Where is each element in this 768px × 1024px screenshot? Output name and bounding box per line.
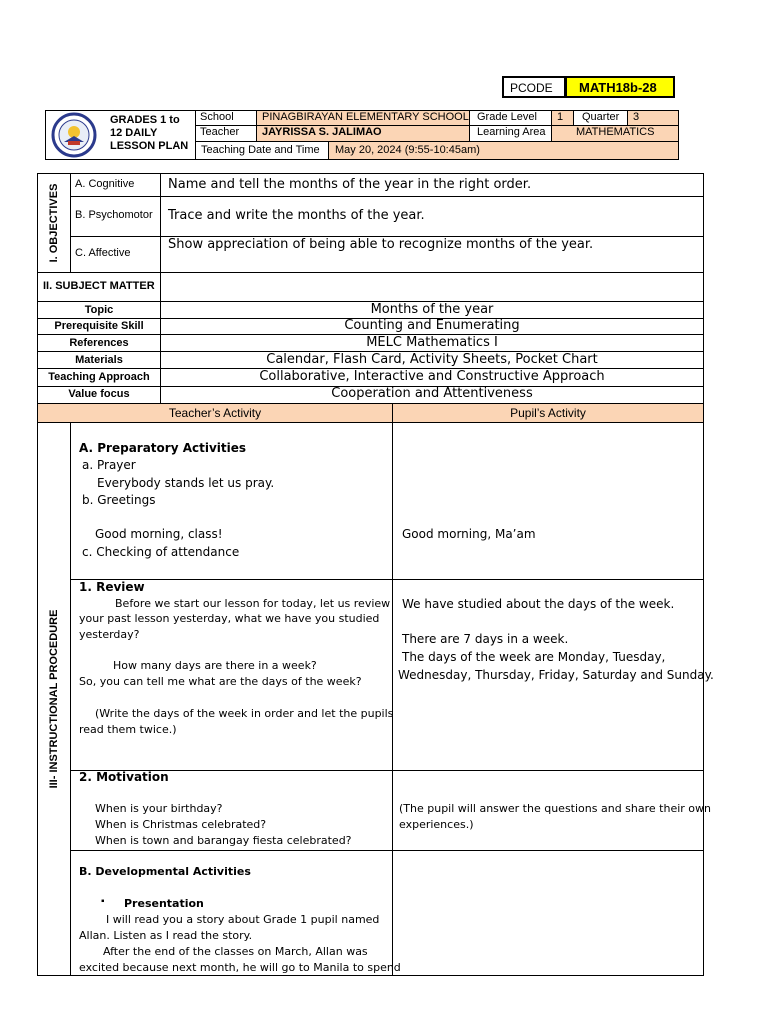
quarter-label: Quarter [582,111,620,123]
value-focus-label-cell [37,386,161,404]
grade-label: Grade Level [477,111,537,123]
references-label-cell [37,334,161,352]
developmental-line: After the end of the classes on March, Allan was [103,945,368,958]
affective-label-cell [70,236,161,273]
psychomotor-label-cell [70,196,161,237]
pcode-label: PCODE [510,81,553,95]
motivation-teacher-line: When is town and barangay fiesta celebrated? [95,834,352,847]
pupil-activity-label: Pupil’s Activity [510,406,586,420]
procedure-side-label: III- INSTRUCTIONAL PROCEDURE [48,609,60,789]
approach-label-cell [37,368,161,387]
psychomotor-text: Trace and write the months of the year. [168,208,425,223]
cognitive-label: A. Cognitive [75,178,135,190]
approach-value-cell [160,368,704,387]
prereq-value-cell [160,318,704,335]
date-value: May 20, 2024 (9:55-10:45am) [335,144,480,156]
quarter-value-cell [627,110,679,126]
grade-value: 1 [557,111,564,123]
motivation-teacher-line: When is Christmas celebrated? [95,818,267,831]
motivation-pupil-line: experiences.) [399,818,474,831]
review-teacher-line: So, you can tell me what are the days of the week? [79,675,362,688]
deped-seal-icon [50,112,98,158]
review-teacher-line: read them twice.) [79,723,177,736]
review-pupil-line: The days of the week are Monday, Tuesday, [402,650,666,664]
topic-value-cell [160,301,704,319]
references-value-cell [160,334,704,352]
pcode-label-cell [502,76,566,98]
prep-pupil-reply: Good morning, Ma’am [402,527,536,541]
developmental-line: excited because next month, he will go to Manila to spend [79,961,401,974]
topic-label-cell [37,301,161,319]
prayer-line: Everybody stands let us pray. [97,476,275,490]
materials-label-cell [37,351,161,369]
prereq-label: Prerequisite Skill [54,320,144,332]
presentation-label: Presentation [124,897,204,910]
motivation-title: 2. Motivation [79,770,169,784]
school-value-cell [256,110,470,126]
subject-matter-blank-cell [160,272,704,302]
prayer-label: a. Prayer [82,458,136,472]
psychomotor-label: B. Psychomotor [75,209,153,221]
review-teacher-line: How many days are there in a week? [113,659,317,672]
plan-title-line-3: LESSON PLAN [110,140,189,152]
teacher-label-cell [195,125,257,142]
pupil-activity-header [392,403,704,423]
prep-pupil-cell [392,422,704,580]
developmental-title: B. Developmental Activities [79,865,251,878]
quarter-label-cell [573,110,628,126]
affective-text: Show appreciation of being able to recognize months of the year. [168,237,594,252]
value-focus-label: Value focus [68,388,130,400]
value-focus-value-cell [160,386,704,404]
prereq-label-cell [37,318,161,335]
pcode-value: MATH18b-28 [579,80,657,95]
date-label-cell [195,141,329,160]
quarter-value: 3 [633,111,640,123]
review-teacher-line: Before we start our lesson for today, let us review [115,597,391,610]
subject-matter-label-cell [37,272,161,302]
review-pupil-line: There are 7 days in a week. [402,632,569,646]
approach-label: Teaching Approach [48,371,150,383]
review-teacher-line: your past lesson yesterday, what we have you studied [79,612,380,625]
grade-label-cell [469,110,552,126]
affective-text-cell [160,236,704,273]
motivation-teacher-line: When is your birthday? [95,802,223,815]
references-value: MELC Mathematics I [366,335,498,350]
school-label: School [200,111,234,123]
developmental-pupil-cell [392,850,704,976]
area-value-cell [551,125,679,142]
teacher-value: JAYRISSA S. JALIMAO [262,126,382,138]
psychomotor-text-cell [160,196,704,237]
review-pupil-line: We have studied about the days of the week. [402,597,675,611]
references-label: References [69,337,129,349]
teacher-label: Teacher [200,126,240,138]
teacher-value-cell [256,125,470,142]
school-value: PINAGBIRAYAN ELEMENTARY SCHOOL [262,111,469,123]
pcode-value-cell [565,76,675,98]
prep-title: A. Preparatory Activities [79,441,247,455]
greetings-label: b. Greetings [82,493,156,507]
review-teacher-line: yesterday? [79,628,140,641]
date-value-cell [328,141,679,160]
prereq-value: Counting and Enumerating [344,318,520,333]
materials-label: Materials [75,354,123,366]
materials-value-cell [160,351,704,369]
plan-title-line-1: GRADES 1 to [110,114,180,126]
teacher-activity-header [37,403,393,423]
motivation-pupil-line: (The pupil will answer the questions and share their own [399,802,711,815]
attendance-label: c. Checking of attendance [82,545,240,559]
presentation-bullet-icon: ▪ [101,896,105,907]
area-label-cell [469,125,552,142]
topic-label: Topic [84,304,114,316]
materials-value: Calendar, Flash Card, Activity Sheets, Pocket Chart [266,352,598,367]
grade-value-cell [551,110,574,126]
cognitive-label-cell [70,173,161,197]
topic-value: Months of the year [370,302,494,317]
review-title: 1. Review [79,580,145,594]
area-value: MATHEMATICS [576,126,655,138]
cognitive-text-cell [160,173,704,197]
greetings-line: Good morning, class! [95,527,223,541]
subject-matter-label: II. SUBJECT MATTER [43,280,155,292]
school-label-cell [195,110,257,126]
developmental-line: Allan. Listen as I read the story. [79,929,253,942]
objectives-side-label: I. OBJECTIVES [48,183,60,263]
approach-value: Collaborative, Interactive and Constructive Approach [259,369,605,384]
plan-title-line-2: 12 DAILY [110,127,158,139]
area-label: Learning Area [477,126,546,138]
value-focus-value: Cooperation and Attentiveness [331,386,533,401]
review-pupil-line: Wednesday, Thursday, Friday, Saturday and Sunday. [398,668,714,682]
date-label: Teaching Date and Time [201,144,320,156]
affective-label: C. Affective [75,247,131,259]
cognitive-text: Name and tell the months of the year in the right order. [168,177,532,192]
teacher-activity-label: Teacher’s Activity [168,406,262,420]
review-teacher-line: (Write the days of the week in order and let the pupils [95,707,394,720]
developmental-line: I will read you a story about Grade 1 pupil named [106,913,380,926]
